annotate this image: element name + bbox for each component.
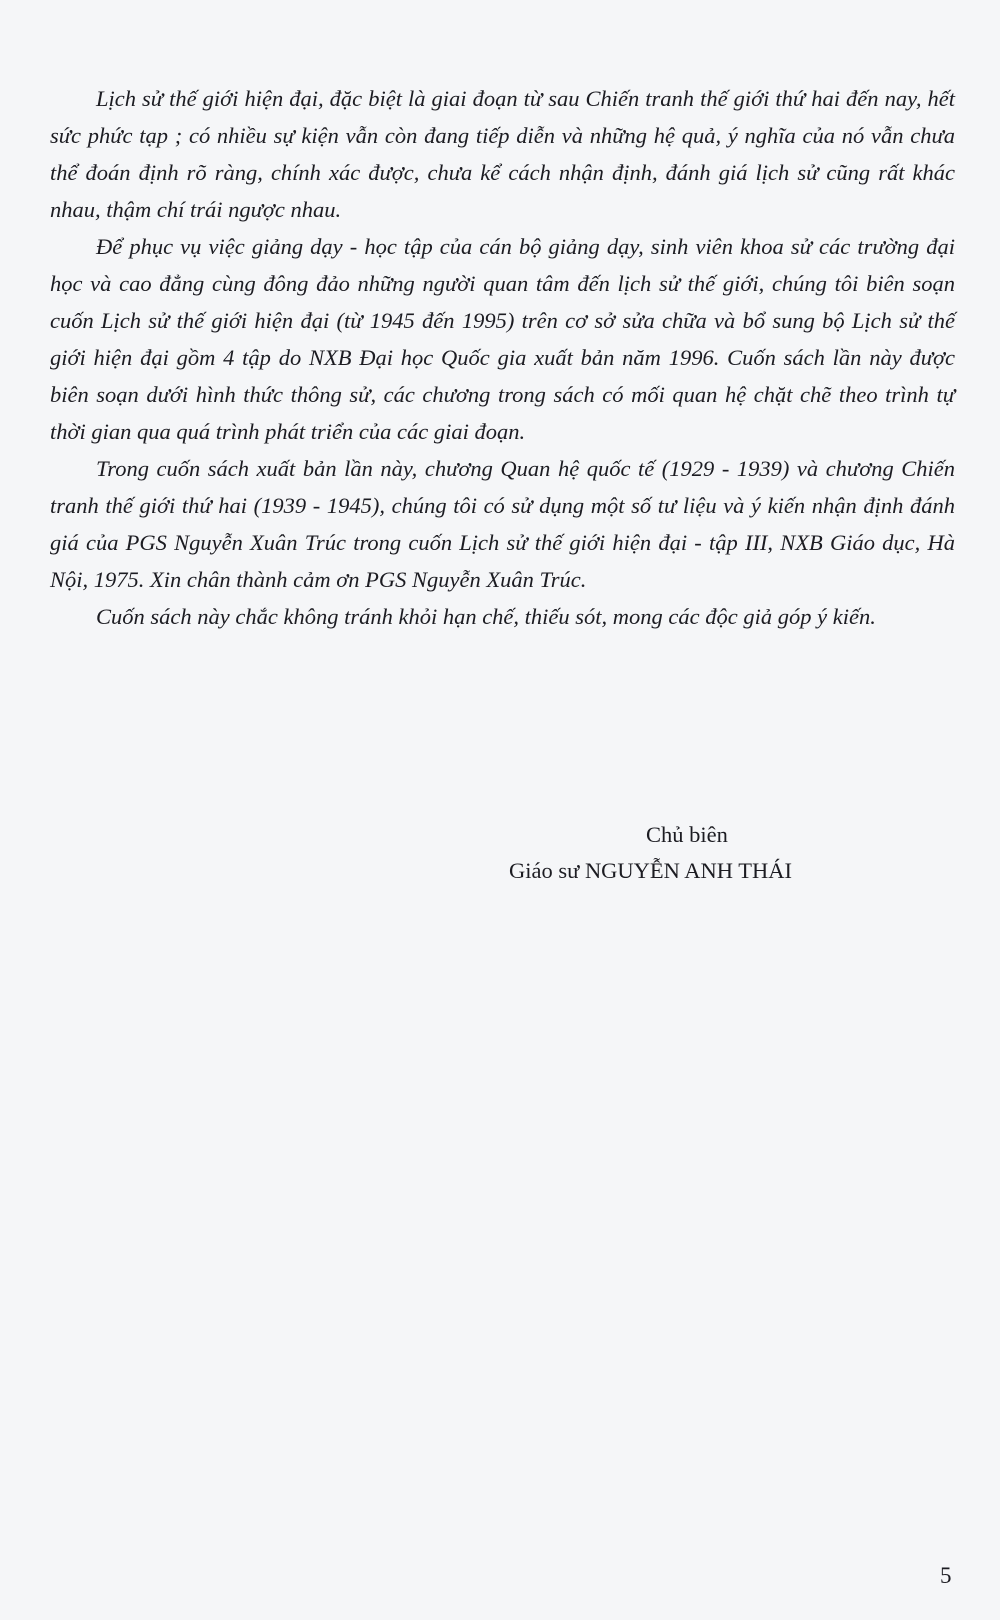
paragraph-3: Trong cuốn sách xuất bản lần này, chương Quan hệ quốc tế (1929 - 1939) và chương Chiến tranh thế giới thứ hai (1939 - 1945), chúng tôi có sử dụng một số tư liệu và ý kiến nhận định đánh giá của PGS Nguyễn Xuân Trúc trong cuốn Lịch sử thế giới hiện đại - tập III, NXB Giáo dục, Hà Nội, 1975. Xin chân thành cảm ơn PGS Nguyễn Xuân Trúc.	[50, 456, 955, 592]
editor-name: Giáo sư NGUYỄN ANH THÁI	[509, 858, 793, 883]
preface-body	[50, 80, 955, 635]
paragraph-4: Cuốn sách này chắc không tránh khỏi hạn chế, thiếu sót, mong các độc giả góp ý kiến.	[96, 604, 876, 629]
page-number: 5	[940, 1563, 952, 1588]
editor-role: Chủ biên	[646, 822, 728, 847]
signature-block	[505, 817, 925, 889]
paragraph-2: Để phục vụ việc giảng dạy - học tập của cán bộ giảng dạy, sinh viên khoa sử các trường đại học và cao đẳng cùng đông đảo những người quan tâm đến lịch sử thế giới, chúng tôi biên soạn cuốn Lịch sử thế giới hiện đại (từ 1945 đến 1995) trên cơ sở sửa chữa và bổ sung bộ Lịch sử thế giới hiện đại gồm 4 tập do NXB Đại học Quốc gia xuất bản năm 1996. Cuốn sách lần này được biên soạn dưới hình thức thông sử, các chương trong sách có mối quan hệ chặt chẽ theo trình tự thời gian qua quá trình phát triển của các giai đoạn.	[50, 234, 955, 444]
paragraph-1: Lịch sử thế giới hiện đại, đặc biệt là giai đoạn từ sau Chiến tranh thế giới thứ hai đến nay, hết sức phức tạp ; có nhiều sự kiện vẫn còn đang tiếp diễn và những hệ quả, ý nghĩa của nó vẫn chưa thể đoán định rõ ràng, chính xác được, chưa kể cách nhận định, đánh giá lịch sử cũng rất khác nhau, thậm chí trái ngược nhau.	[50, 86, 955, 222]
